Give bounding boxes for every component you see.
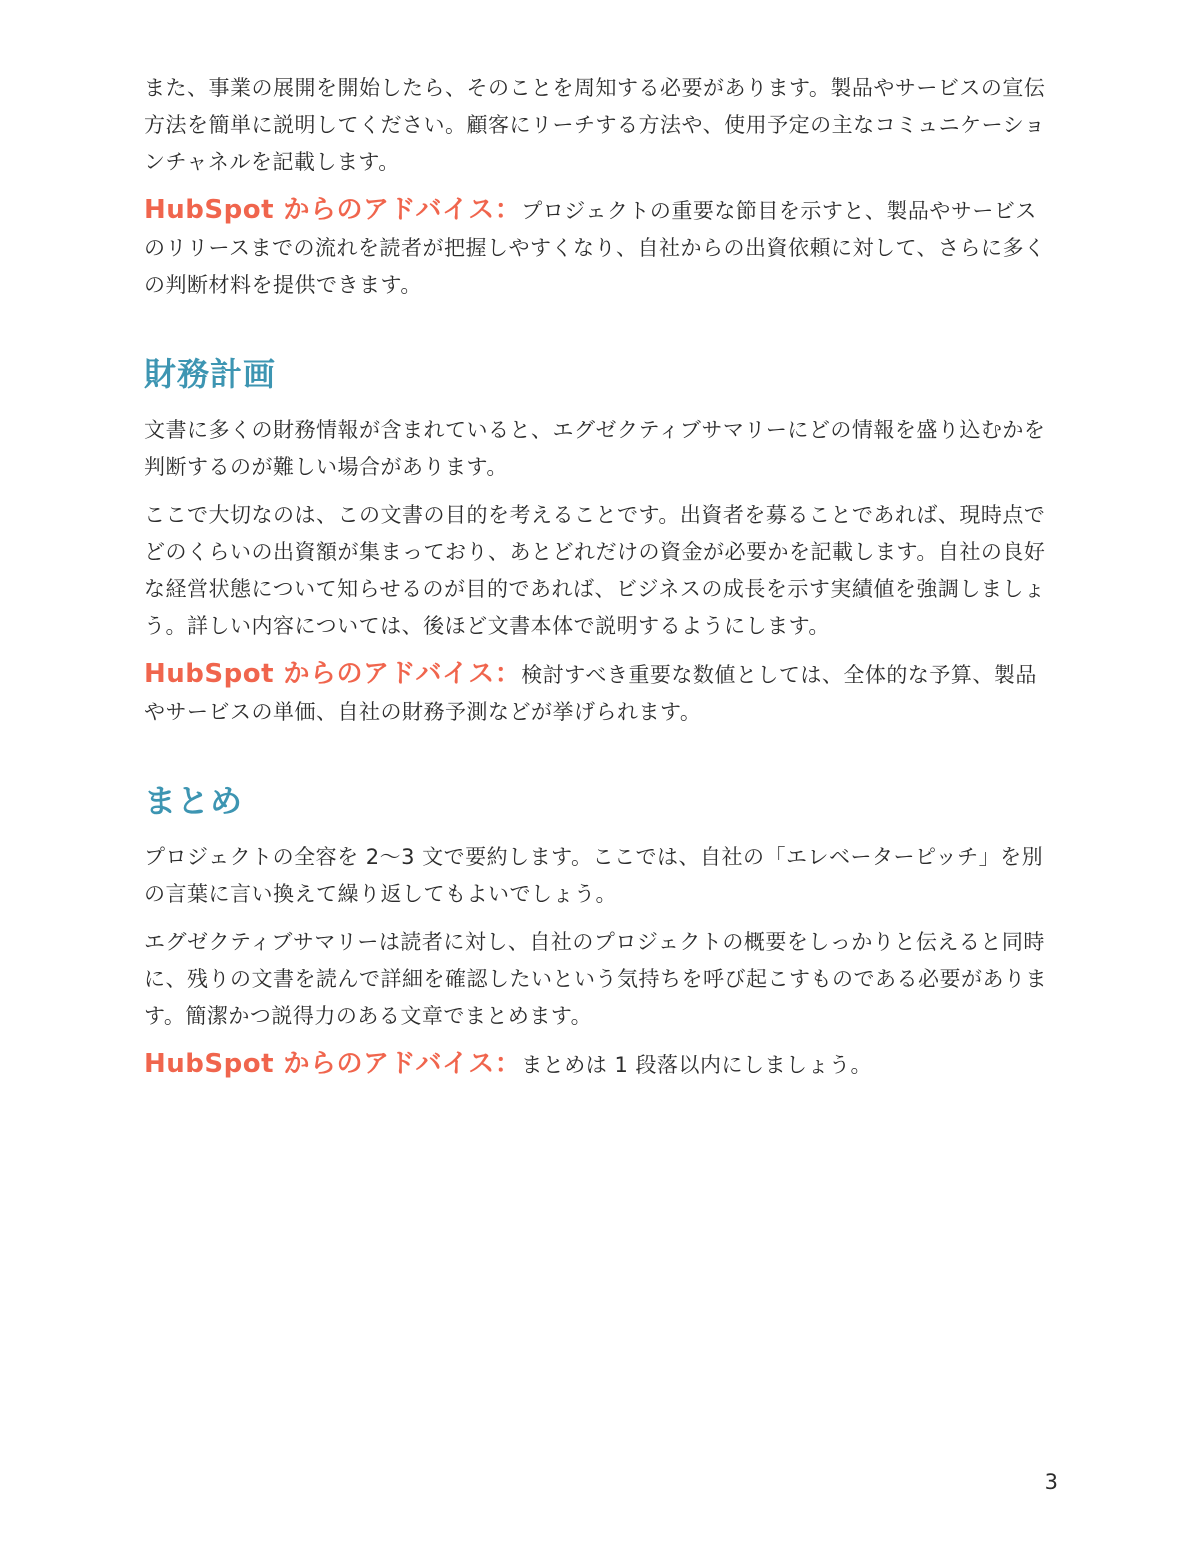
finance-paragraph-1: 文書に多くの財務情報が含まれていると、エグゼクティブサマリーにどの情報を盛り込むかを判断するのが難しい場合があります。 bbox=[144, 418, 1046, 479]
section-heading-finance: 財務計画 bbox=[144, 355, 277, 393]
summary-advice bbox=[144, 1046, 1058, 1084]
finance-paragraph-2: ここで大切なのは、この文書の目的を考えることです。出資者を募ることであれば、現時点でどのくらいの出資額が集まっており、あとどれだけの資金が必要かを記載します。自社の良好な経営状態について知らせるのが目的であれば、ビジネスの成長を示す実績値を強調しましょう。詳しい内容については、後ほど文書本体で説明するようにします。 bbox=[144, 503, 1046, 638]
intro-advice bbox=[144, 192, 1058, 304]
advice-label: HubSpot からのアドバイス： bbox=[144, 1049, 522, 1079]
advice-label: HubSpot からのアドバイス： bbox=[144, 659, 522, 689]
intro-paragraph: また、事業の展開を開始したら、そのことを周知する必要があります。製品やサービスの宣伝方法を簡単に説明してください。顧客にリーチする方法や、使用予定の主なコミュニケーションチャネルを記載します。 bbox=[144, 76, 1046, 174]
advice-label: HubSpot からのアドバイス： bbox=[144, 195, 522, 225]
advice-text: プロジェクトの重要な節目を示すと、製品やサービスのリリースまでの流れを読者が把握しやすくなり、自社からの出資依頼に対して、さらに多くの判断材料を提供できます。 bbox=[144, 199, 1046, 297]
finance-advice bbox=[144, 656, 1058, 731]
summary-paragraph-1: プロジェクトの全容を 2〜3 文で要約します。ここでは、自社の「エレベーターピッチ」を別の言葉に言い換えて繰り返してもよいでしょう。 bbox=[144, 845, 1044, 906]
document-page bbox=[144, 70, 1058, 1084]
page-number: 3 bbox=[1044, 1470, 1058, 1494]
section-heading-summary: まとめ bbox=[144, 782, 244, 820]
advice-text: まとめは 1 段落以内にしましょう。 bbox=[521, 1053, 872, 1077]
advice-text: 検討すべき重要な数値としては、全体的な予算、製品やサービスの単価、自社の財務予測などが挙げられます。 bbox=[144, 663, 1037, 724]
summary-paragraph-2: エグゼクティブサマリーは読者に対し、自社のプロジェクトの概要をしっかりと伝えると同時に、残りの文書を読んで詳細を確認したいという気持ちを呼び起こすものである必要があります。簡潔かつ説得力のある文章でまとめます。 bbox=[144, 930, 1047, 1028]
